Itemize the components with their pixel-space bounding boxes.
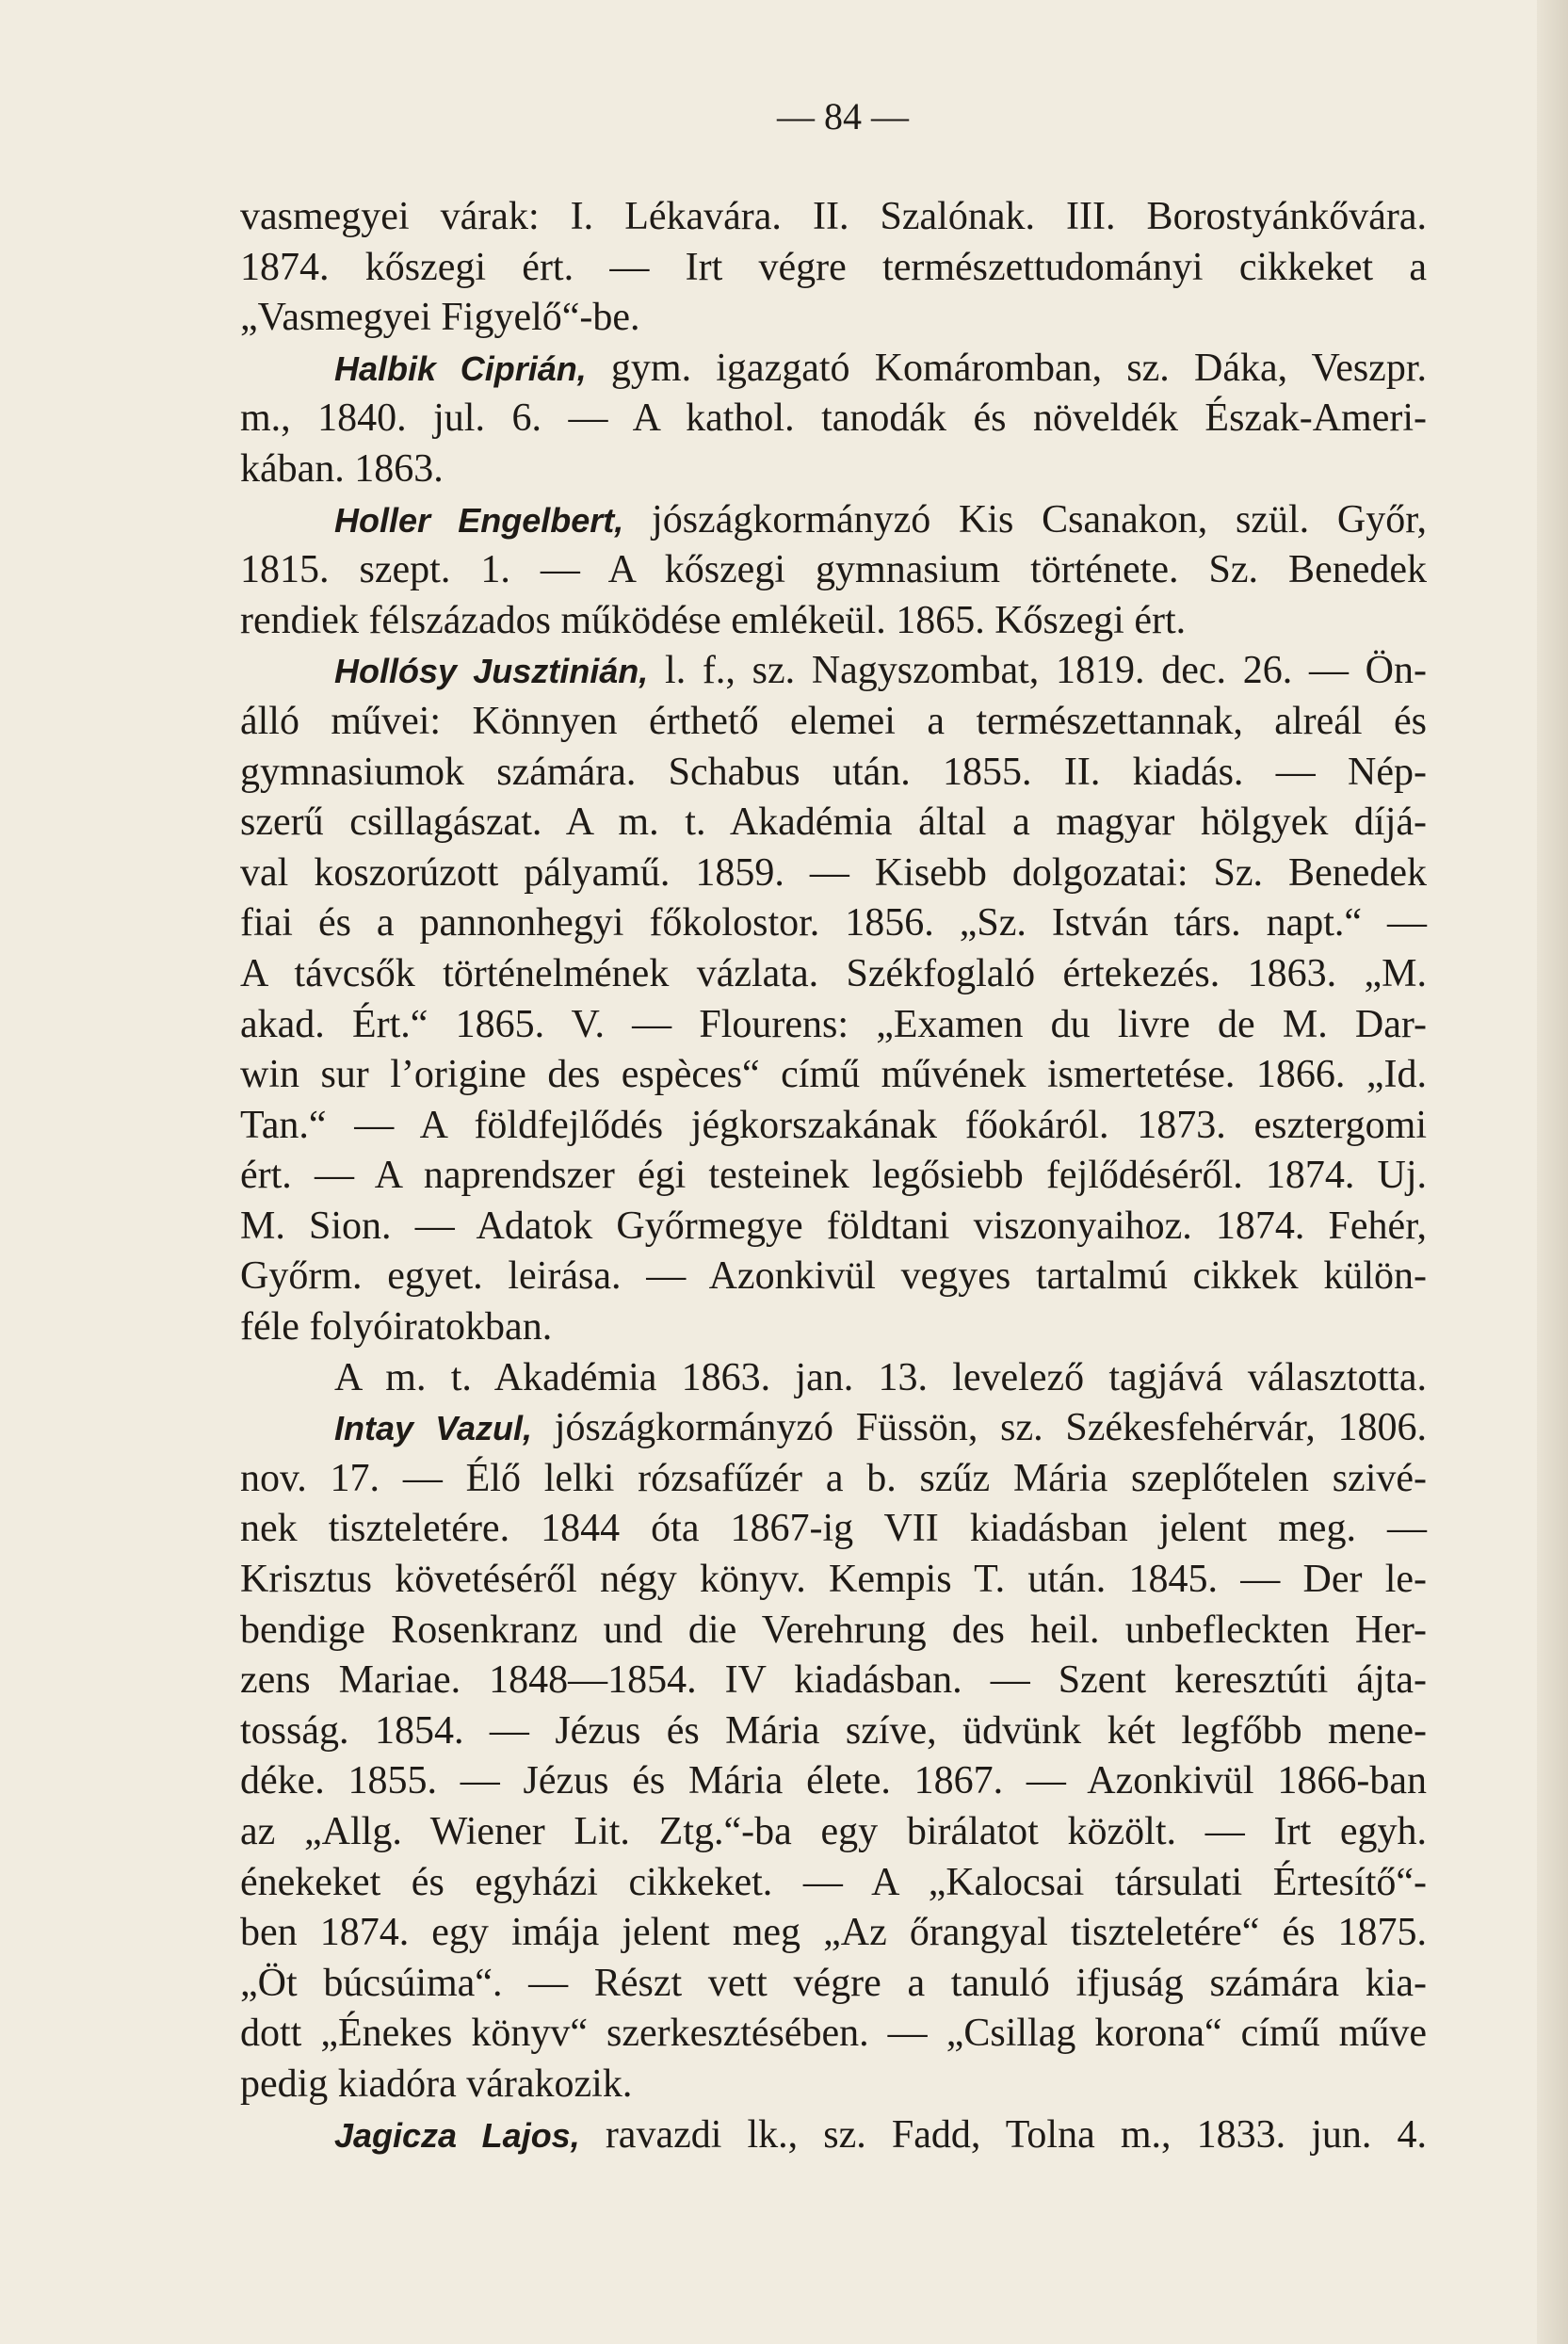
line-text: tosság. 1854. — Jézus és Mária szíve, üdvünk két legfőbb mene- xyxy=(240,1708,1427,1753)
text-line xyxy=(240,1454,1427,1505)
text-line xyxy=(240,2060,1427,2110)
line-text: szerű csillagászat. A m. t. Akadémia által a magyar hölgyek díjá- xyxy=(240,800,1427,845)
line-text: „Öt búcsúima“. — Részt vett végre a tanuló ifjuság számára kia- xyxy=(240,1961,1427,2005)
text-line xyxy=(240,545,1427,596)
line-text: énekeket és egyházi cikkeket. — A „Kalocsai társulati Értesítő“- xyxy=(240,1860,1427,1904)
line-text: win sur l’origine des espèces“ című művének ismertetése. 1866. „Id. xyxy=(240,1053,1427,1097)
line-text: az „Allg. Wiener Lit. Ztg.“-ba egy birálatot közölt. — Irt egyh. xyxy=(240,1810,1427,1853)
line-text: Tan.“ — A földfejlődés jégkorszakának főokáról. 1873. esztergomi xyxy=(240,1103,1427,1147)
line-text: ért. — A naprendszer égi testeinek legősiebb fejlődéséről. 1874. Uj. xyxy=(240,1154,1427,1198)
text-line xyxy=(240,1756,1427,1807)
line-text: déke. 1855. — Jézus és Mária élete. 1867. — Azonkivül 1866-ban xyxy=(240,1759,1427,1803)
entry-name: Halbik Ciprián, xyxy=(334,348,587,388)
line-text: A távcsők történelmének vázlata. Székfoglaló értekezés. 1863. „M. xyxy=(240,951,1427,995)
text-line xyxy=(240,1050,1427,1101)
text-line xyxy=(240,798,1427,849)
text-line xyxy=(240,1555,1427,1606)
text-line xyxy=(240,192,1427,243)
entry-name: Holler Engelbert, xyxy=(334,500,624,540)
text-line xyxy=(240,1858,1427,1909)
text-line xyxy=(240,898,1427,949)
text-line xyxy=(240,495,1427,546)
page-edge xyxy=(1537,0,1568,2344)
text-line xyxy=(240,849,1427,899)
body-text xyxy=(240,192,1427,2160)
line-text: fiai és a pannonhegyi főkolostor. 1856. „Sz. István társ. napt.“ — xyxy=(240,901,1427,946)
text-line xyxy=(240,1959,1427,2010)
text-line xyxy=(240,445,1427,495)
text-line xyxy=(240,293,1427,344)
line-text: l. f., sz. Nagyszombat, 1819. dec. 26. — Ön- xyxy=(648,649,1428,693)
line-text: jószágkormányzó Kis Csanakon, szül. Győr, xyxy=(623,497,1427,542)
text-line xyxy=(240,1101,1427,1152)
line-text: rendiek félszázados működése emlékeül. 1865. Kőszegi ért. xyxy=(240,598,1187,642)
line-text: 1815. szept. 1. — A kőszegi gymnasium története. Sz. Benedek xyxy=(240,548,1427,592)
text-line xyxy=(240,596,1427,647)
page-number: — 84 — xyxy=(777,95,909,137)
line-text: 1874. kőszegi ért. — Irt végre természettudományi cikkeket a xyxy=(240,245,1427,289)
entry-name: Hollósy Jusztinián, xyxy=(334,652,649,691)
text-line xyxy=(240,1706,1427,1757)
entry-name: Intay Vazul, xyxy=(334,1409,532,1448)
text-line xyxy=(240,949,1427,1000)
line-text: Győrm. egyet. leirása. — Azonkivül vegyes tartalmú cikkek külön- xyxy=(240,1254,1427,1299)
text-line xyxy=(240,646,1427,697)
line-text: nek tiszteletére. 1844 óta 1867-ig VII kiadásban jelent meg. — xyxy=(240,1507,1427,1551)
entry-name: Jagicza Lajos, xyxy=(334,2115,580,2155)
line-text: kában. 1863. xyxy=(240,446,444,491)
text-line xyxy=(240,1908,1427,1959)
text-line xyxy=(240,1302,1427,1353)
line-text: A m. t. Akadémia 1863. jan. 13. levelező tagjává választotta. xyxy=(334,1355,1427,1399)
text-line xyxy=(240,1606,1427,1657)
line-text: „Vasmegyei Figyelő“-be. xyxy=(240,296,640,340)
text-line xyxy=(240,1807,1427,1858)
line-text: jószágkormányzó Füssön, sz. Székesfehérvár, 1806. xyxy=(532,1406,1427,1450)
text-line xyxy=(240,1353,1427,1404)
line-text: val koszorúzott pályamű. 1859. — Kisebb dolgozatai: Sz. Benedek xyxy=(240,850,1427,895)
text-line xyxy=(240,1202,1427,1253)
text-line xyxy=(240,2009,1427,2060)
line-text: ravazdi lk., sz. Fadd, Tolna m., 1833. jun. 4. xyxy=(579,2112,1427,2157)
line-text: vasmegyei várak: I. Lékavára. II. Szalónak. III. Borostyánkővára. xyxy=(240,195,1427,238)
text-line xyxy=(240,1151,1427,1202)
line-text: m., 1840. jul. 6. — A kathol. tanodák és növeldék Észak-Ameri- xyxy=(240,396,1427,441)
line-text: ben 1874. egy imája jelent meg „Az őrangyal tiszteletére“ és 1875. xyxy=(240,1911,1427,1955)
line-text: féle folyóiratokban. xyxy=(240,1305,553,1350)
line-text: gym. igazgató Komáromban, sz. Dáka, Veszpr. xyxy=(586,346,1427,390)
line-text: bendige Rosenkranz und die Verehrung des heil. unbefleckten Her- xyxy=(240,1608,1427,1652)
line-text: zens Mariae. 1848—1854. IV kiadásban. — Szent keresztúti ájta- xyxy=(240,1658,1427,1703)
line-text: nov. 17. — Élő lelki rózsafűzér a b. szűz Mária szeplőtelen szivé- xyxy=(240,1456,1427,1500)
text-line xyxy=(240,748,1427,799)
line-text: Krisztus követéséről négy könyv. Kempis T. után. 1845. — Der le- xyxy=(240,1558,1427,1602)
text-line xyxy=(240,1656,1427,1706)
text-line xyxy=(240,243,1427,294)
text-line xyxy=(240,2110,1427,2161)
text-line xyxy=(240,1000,1427,1051)
text-line xyxy=(240,1403,1427,1454)
text-line xyxy=(240,697,1427,748)
text-line xyxy=(240,344,1427,395)
text-line xyxy=(240,394,1427,445)
line-text: dott „Énekes könyv“ szerkesztésében. — „Csillag korona“ című műve xyxy=(240,2012,1427,2056)
text-line xyxy=(240,1252,1427,1302)
text-line xyxy=(240,1504,1427,1555)
line-text: álló művei: Könnyen érthető elemei a természettannak, alreál és xyxy=(240,699,1427,743)
line-text: akad. Ért.“ 1865. V. — Flourens: „Examen du livre de M. Dar- xyxy=(240,1002,1427,1046)
line-text: M. Sion. — Adatok Győrmegye földtani viszonyaihoz. 1874. Fehér, xyxy=(240,1204,1427,1248)
line-text: pedig kiadóra várakozik. xyxy=(240,2061,633,2106)
line-text: gymnasiumok számára. Schabus után. 1855. II. kiadás. — Nép- xyxy=(240,750,1427,794)
